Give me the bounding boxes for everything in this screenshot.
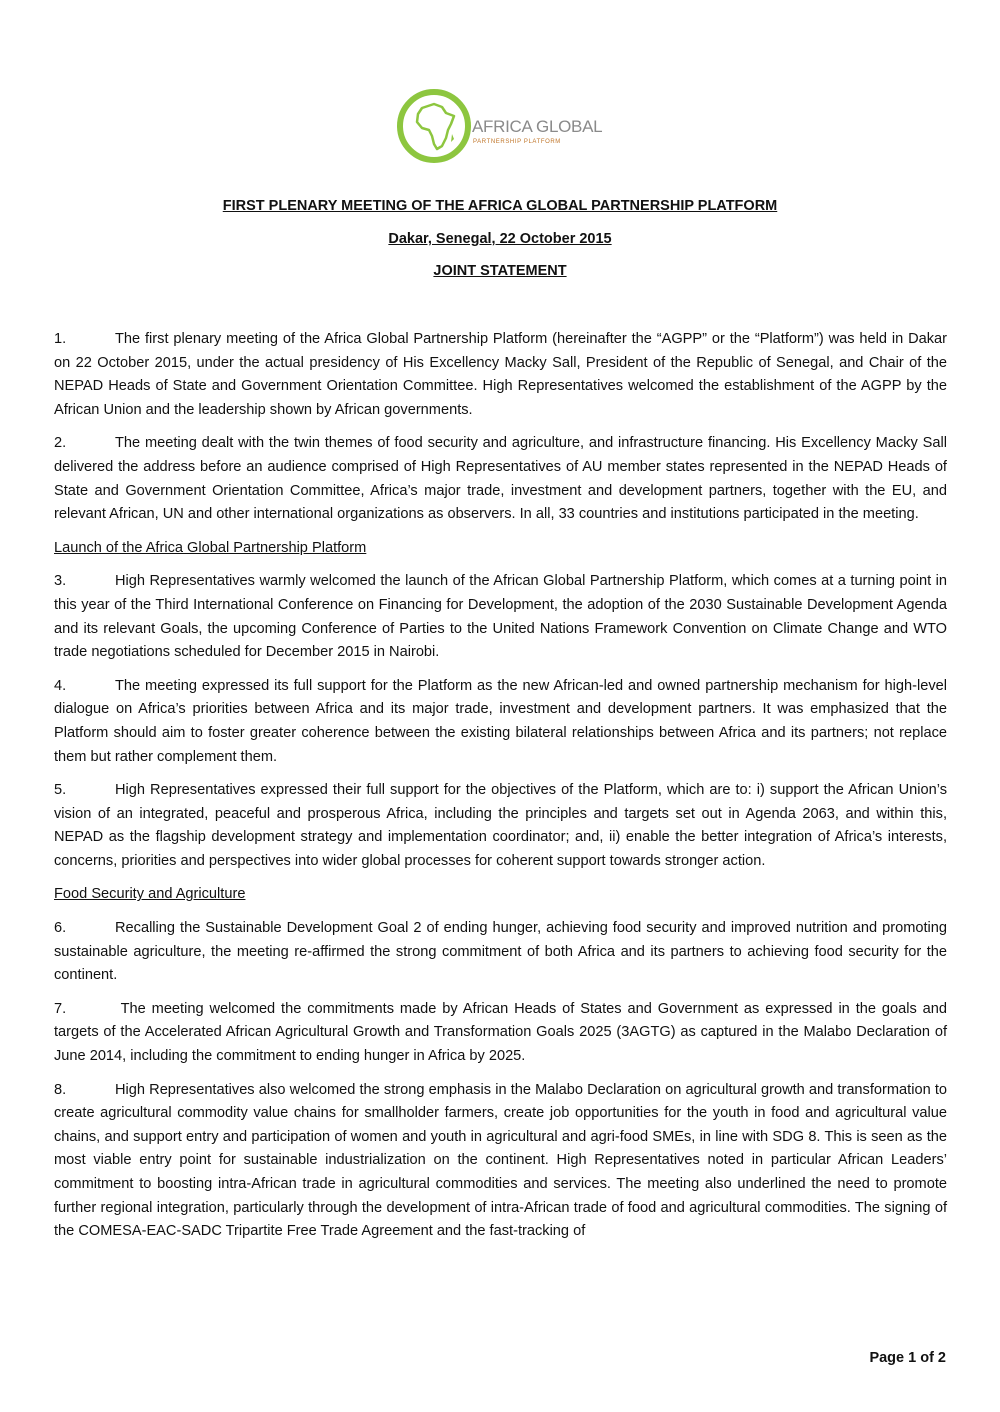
agpp-logo — [396, 86, 606, 166]
page-number: Page 1 of 2 — [869, 1350, 946, 1366]
paragraph-number: 7. — [54, 1000, 67, 1017]
logo-subtitle: PARTNERSHIP PLATFORM — [473, 139, 561, 145]
paragraph-2 — [54, 432, 947, 526]
paragraph-3 — [54, 570, 947, 664]
paragraph-text: The meeting welcomed the commitments made by African Heads of States and Government as expressed in the goals and targets of the Accelerated African Agricultural Growth and Transformation Goals 2025 (3AGTG) as captured in the Malabo Declaration of June 2014, including the commitment to ending hunger in Africa by 2025. — [54, 1000, 947, 1065]
paragraph-text: High Representatives also welcomed the strong emphasis in the Malabo Declaration on agricultural growth and transformation to create agricultural commodity value chains for smallholder farmers, create job opportunities for the youth in food and agricultural value chains, and support entry and participation of women and youth in agricultural and agri-food SMEs, in line with SDG 8. This is seen as the most viable entry point for sustainable industrialization on the continent. High Representatives noted in particular African Leaders’ commitment to boosting intra-African trade in agricultural commodities and services. The meeting also underlined the need to promote further regional integration, particularly through the development of intra-African trade of food and agricultural commodities. The signing of the COMESA-EAC-SADC Tripartite Free Trade Agreement and the fast-tracking of — [54, 1081, 947, 1240]
paragraph-text: The meeting dealt with the twin themes of food security and agriculture, and infrastructure financing. His Excellency Macky Sall delivered the address before an audience comprised of High Representatives of AU member states represented in the NEPAD Heads of State and Government Orientation Committee, Africa’s major trade, investment and development partners, together with the EU, and relevant African, UN and other international organizations as observers. In all, 33 countries and institutions participated in the meeting. — [54, 435, 947, 523]
paragraph-text: The first plenary meeting of the Africa Global Partnership Platform (hereinafter the “AGPP” or the “Platform”) was held in Dakar on 22 October 2015, under the actual presidency of His Excellency Macky Sall, President of the Republic of Senegal, and Chair of the NEPAD Heads of State and Government Orientation Committee. High Representatives welcomed the establishment of the AGPP by the African Union and the leadership shown by African governments. — [54, 331, 947, 418]
africa-globe-icon — [396, 86, 472, 166]
paragraph-6 — [54, 917, 947, 988]
paragraph-text: The meeting expressed its full support for the Platform as the new African-led and owned partnership mechanism for high-level dialogue on Africa’s priorities between Africa and its major trade, investment and development partners. It was emphasized that the Platform should aim to foster greater coherence between the existing bilateral relationships between Africa and its partners; not replace them but rather complement them. — [54, 677, 947, 765]
paragraph-7 — [54, 998, 947, 1069]
statement-body — [54, 328, 947, 1254]
section-heading-food-security: Food Security and Agriculture — [54, 886, 246, 903]
paragraph-number: 5. — [54, 782, 67, 799]
paragraph-text: Recalling the Sustainable Development Goal 2 of ending hunger, achieving food security and improved nutrition and promoting sustainable agriculture, the meeting re-affirmed the strong commitment of both Africa and its partners to achieving food security for the continent. — [54, 920, 947, 984]
paragraph-number: 4. — [54, 677, 67, 694]
paragraph-number: 6. — [54, 920, 67, 937]
paragraph-number: 1. — [54, 331, 67, 347]
section-heading-launch: Launch of the Africa Global Partnership Platform — [54, 539, 367, 556]
joint-statement-heading: JOINT STATEMENT — [433, 263, 567, 279]
paragraph-8 — [54, 1079, 947, 1244]
logo-title: AFRICA GLOBAL — [472, 117, 603, 136]
paragraph-number: 8. — [54, 1081, 67, 1098]
paragraph-number: 2. — [54, 435, 67, 452]
paragraph-1 — [54, 328, 947, 422]
paragraph-number: 3. — [54, 573, 67, 590]
paragraph-4 — [54, 675, 947, 769]
document-title: FIRST PLENARY MEETING OF THE AFRICA GLOBAL PARTNERSHIP PLATFORM — [222, 198, 778, 214]
location-date: Dakar, Senegal, 22 October 2015 — [388, 231, 612, 247]
paragraph-text: High Representatives warmly welcomed the launch of the African Global Partnership Platform, which comes at a turning point in this year of the Third International Conference on Financing for Development, the adoption of the 2030 Sustainable Development Agenda and its relevant Goals, the upcoming Conference of Parties to the United Nations Framework Convention on Climate Change and WTO trade negotiations scheduled for December 2015 in Nairobi. — [54, 573, 947, 661]
paragraph-5 — [54, 779, 947, 873]
paragraph-text: High Representatives expressed their full support for the objectives of the Platform, which are to: i) support the African Union’s vision of an integrated, peaceful and prosperous Africa, including the principles and targets set out in Agenda 2063, and within this, NEPAD as the flagship development strategy and implementation coordinator; and, ii) enable the better integration of Africa’s interests, concerns, priorities and perspectives into wider global processes for coherent support towards stronger action. — [54, 782, 947, 869]
